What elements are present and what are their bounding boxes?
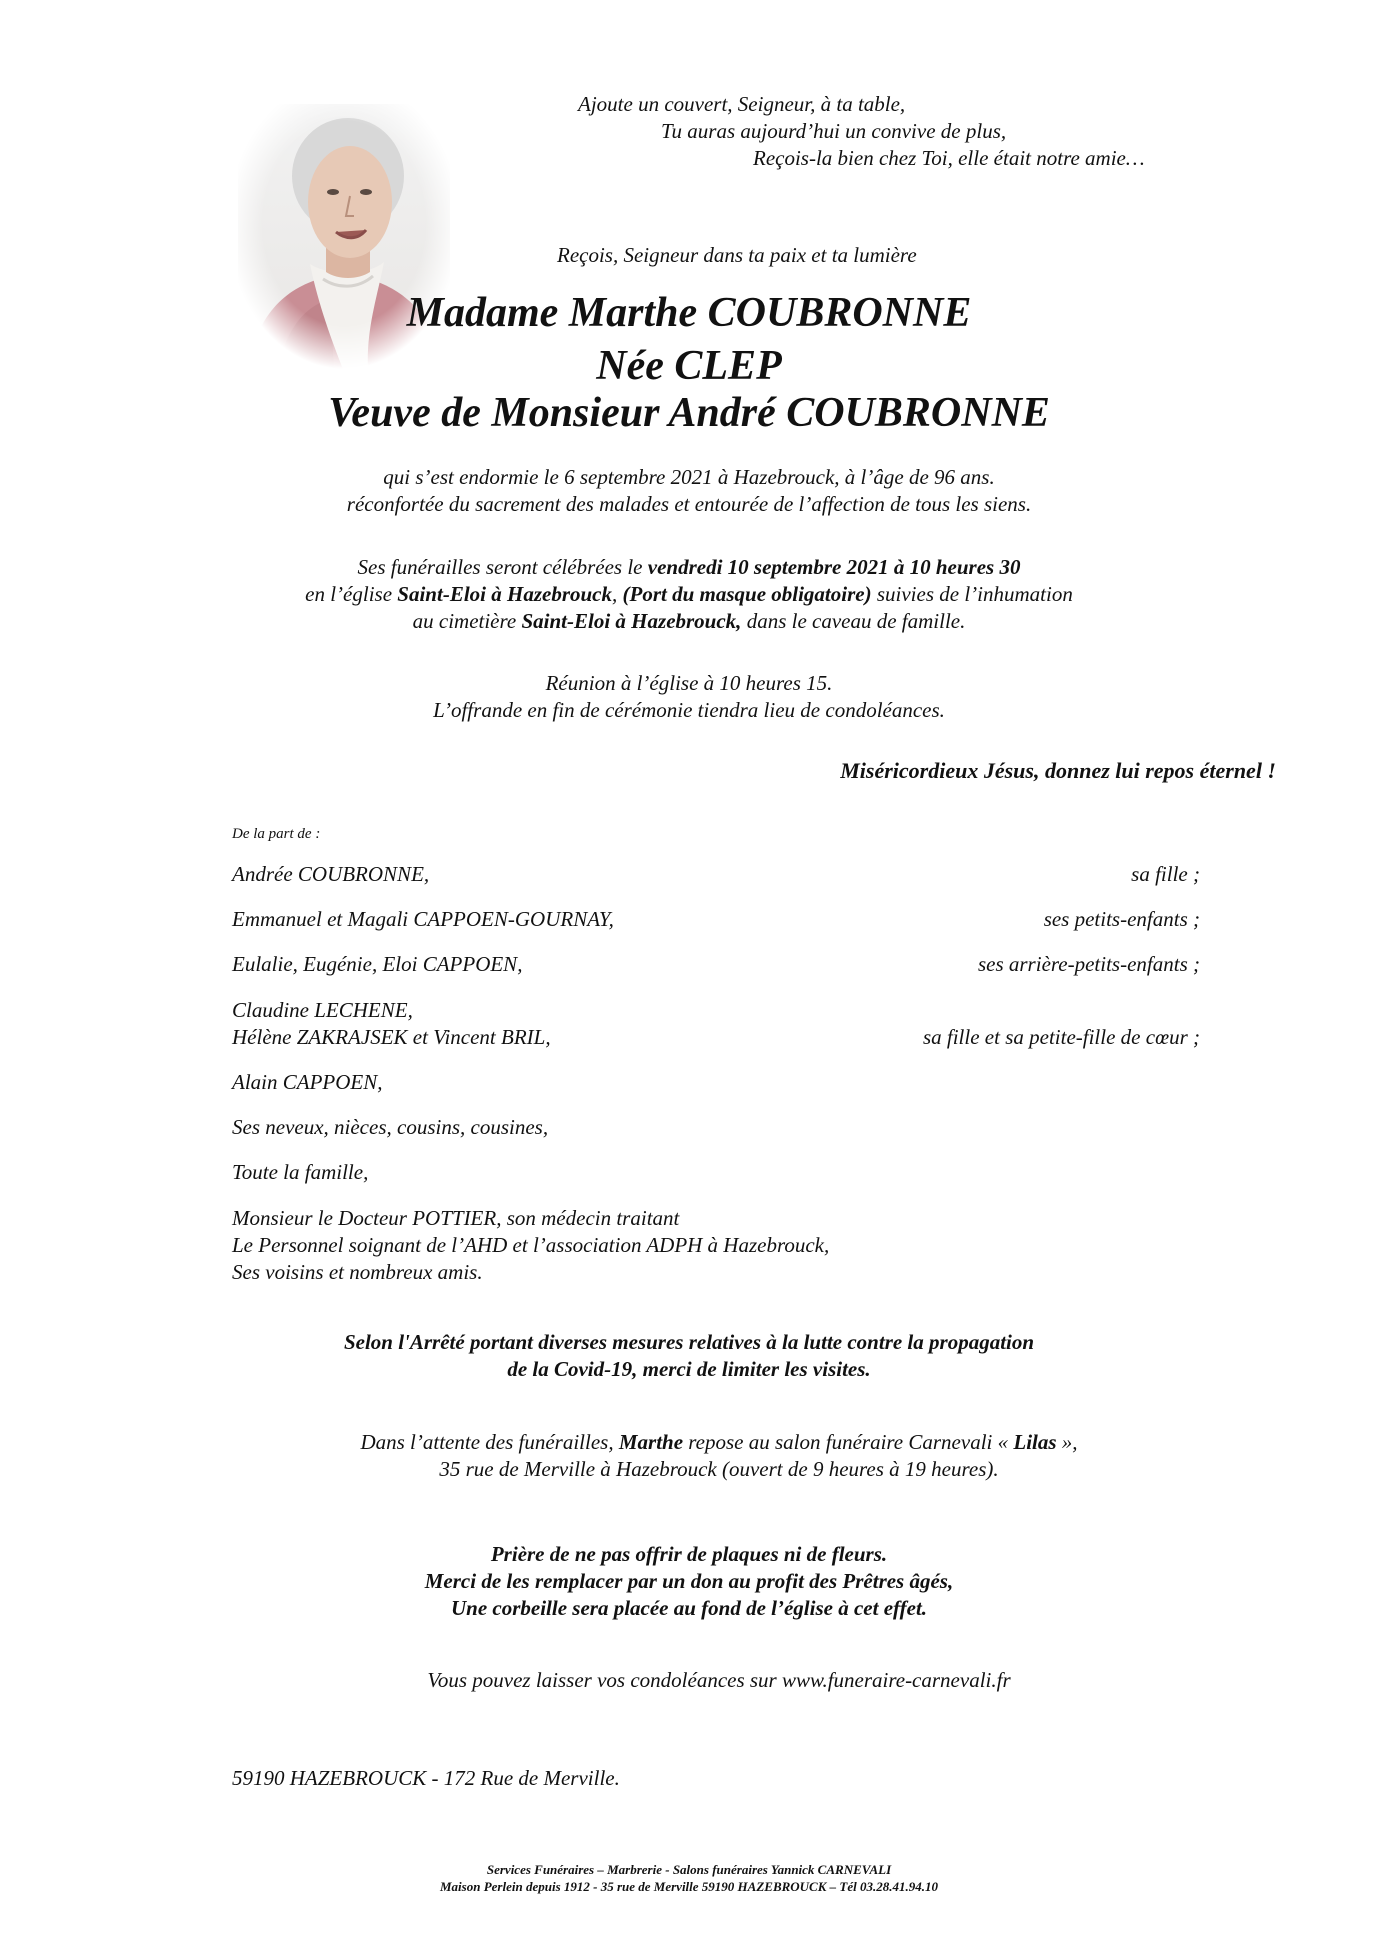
funeral-line-2 — [0, 580, 1378, 608]
condolences-notice: Vous pouvez laisser vos condoléances sur www.funeraire-carnevali.fr — [427, 1668, 1011, 1692]
family-member-name: Eulalie, Eugénie, Eloi CAPPOEN, — [232, 952, 523, 976]
funeral-line-3-text-b: dans le caveau de famille. — [741, 609, 966, 633]
poem-line-1: Ajoute un couvert, Seigneur, à ta table, — [578, 92, 906, 116]
funeral-line-3 — [0, 607, 1378, 635]
funeral-line-1-text: Ses funérailles seront célébrées le — [357, 555, 648, 579]
funeral-date: vendredi 10 septembre 2021 à 10 heures 30 — [647, 555, 1021, 579]
family-member-name: Le Personnel soignant de l’AHD et l’association ADPH à Hazebrouck, — [232, 1233, 830, 1257]
deceased-name: Madame Marthe COUBRONNE — [406, 290, 972, 336]
family-member-name: Andrée COUBRONNE, — [232, 862, 430, 886]
salon-first-name: Marthe — [618, 1430, 684, 1454]
poem-line-2: Tu auras aujourd’hui un convive de plus, — [661, 119, 1007, 143]
family-member-name: Toute la famille, — [232, 1160, 369, 1184]
family-member-name: Monsieur le Docteur POTTIER, son médecin traitant — [232, 1206, 680, 1230]
family-member-relation: ses petits-enfants ; — [1043, 907, 1200, 931]
salon-line-2: 35 rue de Merville à Hazebrouck (ouvert de 9 heures à 19 heures). — [439, 1457, 999, 1481]
footer-line-2: Maison Perlein depuis 1912 - 35 rue de Merville 59190 HAZEBROUCK – Tél 03.28.41.94.10 — [440, 1879, 938, 1894]
salon-room-name: Lilas — [1013, 1430, 1057, 1454]
covid-notice-line-2: de la Covid-19, merci de limiter les visites. — [507, 1357, 871, 1381]
salon-line-1 — [0, 1428, 1378, 1456]
funeral-mask-notice: (Port du masque obligatoire) — [622, 582, 872, 606]
covid-notice-line-1: Selon l'Arrêté portant diverses mesures relatives à la lutte contre la propagation — [343, 1330, 1035, 1354]
family-member-name: Ses voisins et nombreux amis. — [232, 1260, 483, 1284]
death-line-1: qui s’est endormie le 6 septembre 2021 à Hazebrouck, à l’âge de 96 ans. — [383, 465, 995, 489]
closing-prayer: Miséricordieux Jésus, donnez lui repos éternel ! — [840, 758, 1276, 783]
poem-line-3: Reçois-la bien chez Toi, elle était notre amie… — [753, 146, 1145, 170]
family-member-relation: ses arrière-petits-enfants ; — [977, 952, 1200, 976]
reunion-line-2: L’offrande en fin de cérémonie tiendra lieu de condoléances. — [433, 698, 945, 722]
salon-text-b: repose au salon funéraire Carnevali « — [683, 1430, 1014, 1454]
funeral-line-2-text-a: en l’église — [305, 582, 398, 606]
funeral-line-2-text-b: , — [612, 582, 623, 606]
footer-line-1: Services Funéraires – Marbrerie - Salons funéraires Yannick CARNEVALI — [486, 1862, 892, 1877]
funeral-church: Saint-Eloi à Hazebrouck — [397, 582, 612, 606]
salon-text-a: Dans l’attente des funérailles, — [360, 1430, 619, 1454]
intro-prayer: Reçois, Seigneur dans ta paix et ta lumière — [557, 243, 917, 267]
flowers-line-1: Prière de ne pas offrir de plaques ni de fleurs. — [490, 1542, 888, 1566]
deceased-maiden-name: Née CLEP — [596, 343, 782, 389]
family-member-name: Emmanuel et Magali CAPPOEN-GOURNAY, — [232, 907, 614, 931]
family-member-name: Ses neveux, nièces, cousins, cousines, — [232, 1115, 549, 1139]
flowers-line-3: Une corbeille sera placée au fond de l’église à cet effet. — [450, 1596, 928, 1620]
family-member-name: Hélène ZAKRAJSEK et Vincent BRIL, — [232, 1025, 551, 1049]
funeral-home-address: 59190 HAZEBROUCK - 172 Rue de Merville. — [232, 1766, 620, 1790]
family-intro: De la part de : — [232, 826, 321, 842]
funeral-line-2-text-c: suivies de l’inhumation — [871, 582, 1073, 606]
family-member-relation: sa fille et sa petite-fille de cœur ; — [922, 1025, 1200, 1049]
death-line-2: réconfortée du sacrement des malades et entourée de l’affection de tous les siens. — [346, 492, 1032, 516]
family-member-name: Alain CAPPOEN, — [232, 1070, 383, 1094]
funeral-line-3-text-a: au cimetière — [412, 609, 522, 633]
reunion-line-1: Réunion à l’église à 10 heures 15. — [545, 671, 833, 695]
family-member-name: Claudine LECHENE, — [232, 998, 413, 1022]
funeral-line-1 — [0, 553, 1378, 581]
deceased-widow-of: Veuve de Monsieur André COUBRONNE — [328, 390, 1050, 436]
salon-text-c: », — [1056, 1430, 1078, 1454]
funeral-cemetery: Saint-Eloi à Hazebrouck, — [521, 609, 742, 633]
flowers-line-2: Merci de les remplacer par un don au profit des Prêtres âgés, — [424, 1569, 954, 1593]
family-member-relation: sa fille ; — [1131, 862, 1200, 886]
